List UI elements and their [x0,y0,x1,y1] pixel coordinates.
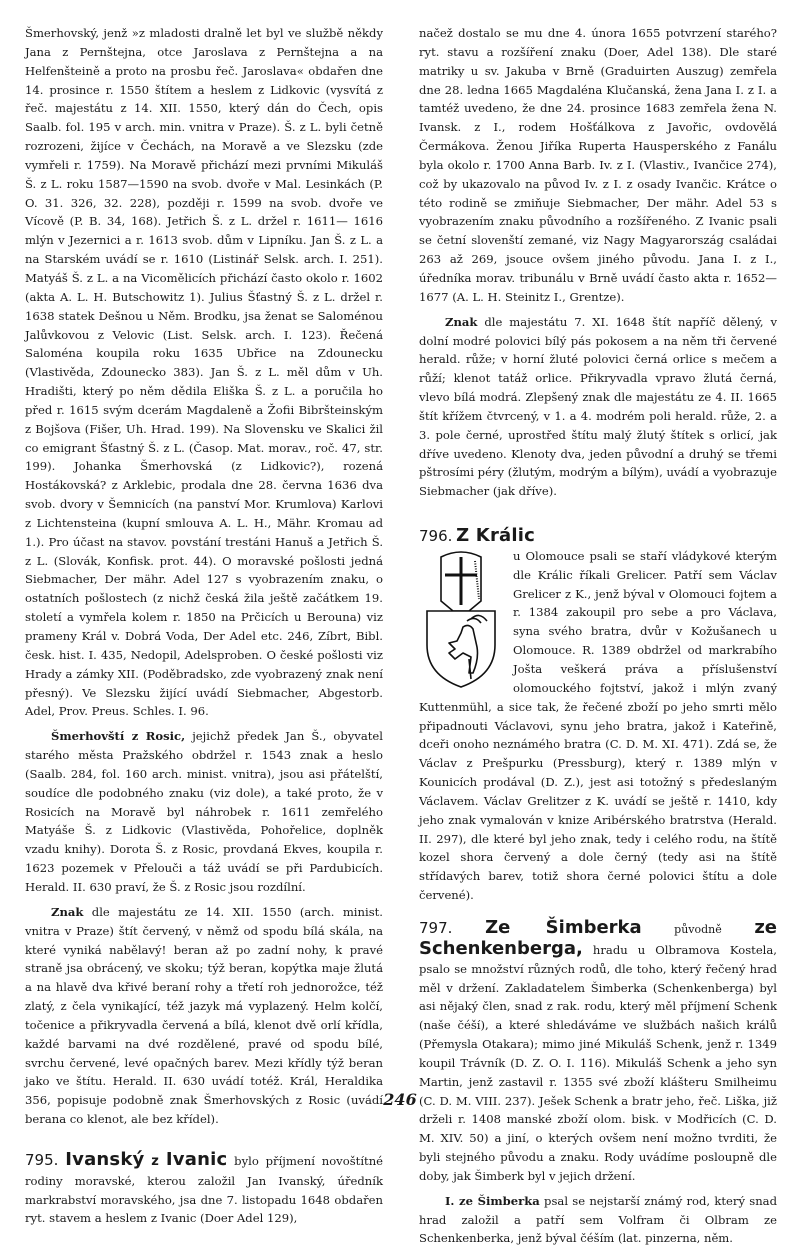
znak-heading: Znak [445,314,478,329]
entry-text: bylo příjmení novoštítné rodiny moravské, kterou založil Jan Ivanský, úředník markrabství moravského, jsa dne 7. listopadu 1648 obdařen ryt. stavem a heslem z Ivanic (Doer Adel 129), [25,1153,384,1226]
entry-795 [25,1148,384,1228]
entry-title-mid: původně [641,922,755,936]
left-column [25,24,383,1228]
entry-number: 796. [419,527,453,546]
subentry-heading: Šmerhovští z Rosic, [51,729,186,744]
entry-title: Ivanský [65,1148,145,1170]
entry-text: hradu u Olbramova Kostela, psalo se množství různých rodů, dle toho, který řečený hrad měl v držení. Zakladatelem Šimberka (Schenkenberga) byl asi nějaký člen, snad z rak. rodu, který měl příjmení Schenk (naše čéší), a které shledáváme ve službách našich králů (Přemysla Otakara); mimo jiné Mikuláš Schenk, jenž r. 1349 koupil Trávník (D. Z. O. I. 116). Mikuláš Schenk a jeho syn Martin, jenž zastavil r. 1355 své zboží klášteru Smilheimu (C. D. M. VIII. 237). Ješek Schenk a bratr jeho, řeč. Liška, již drželi r. 1408 manské zboží olom. bisk. v Modřicích (C. D. M. XIV. 50) a jiní, o kterých ovšem není možno tvrditi, že byli stejného původu a znaku. Rody uvádíme posloupně dle doby, jak Šimberk byl v jejich držení. [419,942,777,1183]
subentry-heading: I. ze Šimberka [445,1193,540,1208]
entry-title: Ze Šimberka [485,916,642,938]
entry-title: Z Králic [456,525,535,547]
paragraph-znak-ivansky [419,313,777,501]
right-column [419,24,777,1248]
paragraph-text: jejichž předek Jan Š., obyvatel starého města Pražského obdržel r. 1543 znak a heslo (Saalb. 284, fol. 160 arch. minist. vnitra), jsou asi přátelští, soudíce dle podobného znaku (viz dole), a také proto, že v Rosicích na Moravě byl náhrobek r. 1611 zemřelého Matyáše Š. z Lidkovic (Vlastivěda, Pohořelice, doplněk vzadu knihy). Dorota Š. z Rosic, provdaná Ekves, koupila r. 1623 pozemek v Přelouči a táž uvádí se při Pardubicích. Herald. II. 630 praví, že Š. z Rosic jsou rozdílní. [25,729,383,894]
coat-of-arms-icon [419,549,503,689]
paragraph-text: dle majestátu ze 14. XII. 1550 (arch. minist. vnitra v Praze) štít červený, v němž od spodu bílá skála, na které vyniká nabělavý! beran až po zadní nohy, k pravé straně jsa obrácený, ve skoku; týž beran, kopýtka maje žlutá a na hlavě dva křivé beraní rohy a třetí roh jednorožce, též zlatý, z čela vynikající, též jazyk má vyplazený. Helm kolčí, točenice a přikryvadla červená a bílá, klenot dvě orlí křídla, každé barvami na dvé rozdělené, pravé od spodu bílé, svrchu červené, levé opačných barev. Mezi křídly týž beran jako ve štítu. Herald. II. 630 uvádí totéž. Král, Heraldika 356, popisuje podobně znak Šmerhovských z Rosic (uvádí berana co klenot, ale bez křídel). [25,904,383,1127]
entry-title-2: ze Schenkenberga, [419,916,777,959]
entry-title-conj: z [151,1153,160,1169]
paragraph-ze-simberka [419,1192,777,1248]
entry-number: 795. [25,1150,59,1169]
paragraph-smerhovsky-lidkovic: Šmerhovský, jenž »z mladosti dralně let byl ve službě někdy Jana z Pernštejna, otce Jaroslava z Pernštejna a na Helfenšteině a proto na prosbu řeč. Jaroslava« obdařen dne 14. prosince r. 1550 štítem a heslem z Lidkovic (vysvítá z řeč. majestátu z 14. XII. 1550, který dán do Čech, opis Saalb. fol. 195 v arch. min. vnitra v Praze). Š. z L. byli četně rozrozeni, žijíce v Čechách, na Moravě a ve Slezsku (zde vymřeli r. 1759). Na Moravě přichází mezi prvními Mikuláš Š. z L. roku 1587—1590 na svob. dvoře v Mal. Lesinkách (P. O. 31. 326, 32. 228), později r. 1599 na svob. dvoře ve Vícově (P. B. 34, 168). Jetřich Š. z L. držel r. 1611— 1616 mlýn v Jezernici a r. 1613 svob. dům v Lipníku. Jan Š. z L. a na Starském uvádí se r. 1610 (Listinář Selsk. arch. I. 251). Matyáš Š. z L. a na Vicomělicích přichází často okolo r. 1602 (akta A. L. H. Butschowitz 1). Julius Šťastný Š. z L. držel r. 1638 statek Dešnou u Něm. Brodku, jsa ženat se Saloménou Jalůvkovou z Velovic (List. Selsk. arch. I. 123). Řečená Saloména koupila roku 1635 Ubřice na Zdounecku (Vlastivěda, Zdounecko 383). Jan Š. z L. měl dům v Uh. Hradišti, který po něm dědila Eliška Š. z L. a poručila ho před r. 1615 svým dcerám Magdaleně a Žofii Bibršteinským z Bojšova (Fišer, Uh. Hrad. 199). Na Slovensku ve Skalici žil co emigrant Šťastný Š. z L. (Časop. Mat. morav., roč. 47, str. 199). Johanka Šmerhovská (z Lidkovic?), rozená Hostákovská? z Arklebic, prodala dne 28. června 1636 dva svob. dvory v Šemnicích (na panství Mor. Krumlova) Karlovi z Lichtensteina (kupní smlouva A. L. H., Mähr. Kromau ad 1.). Pro účast na stavov. povstání trestáni Hanuš a Jetřich Š. z L. (Slovák, Konfisk. prot. 44). O moravské pošlosti jedná Siebmacher, Der mähr. Adel 127 s vyobrazením znaku, o ostatních pošlostech (z nichž česká žila ještě začátkem 19. století a vymřela kolem r. 1850 na Prčicích u Berouna) viz prameny Král v. Dobrá Voda, Der Adel etc. 246, Zíbrt, Bibl. česk. hist. I. 435, Nedopil, Adelsproben. O české pošlosti viz Hrady a zámky XII. (Poděbradsko, zde vyobrazený znak není přesný). Ve Slezsku žijící uvádí Siebmacher, Abgestorb. Adel, Prov. Preus. Schles. I. 96. [25,26,383,719]
coat-of-arms-image [419,549,503,689]
entry-number: 797. [419,918,453,937]
page-number: 246 [383,1090,417,1109]
znak-heading: Znak [51,904,84,919]
entry-797 [419,916,777,1186]
paragraph-text: dle majestátu 7. XI. 1648 štít napříč dělený, v dolní modré polovici bílý pás pokosem a na něm tři červené herald. růže; v horní žluté polovici černá orlice s mečem a růží; klenot tatáž orlice. Přikryvadla vpravo žlutá černá, vlevo bílá modrá. Zlepšený znak dle majestátu ze 4. II. 1665 štít křížem čtvrcený, v 1. a 4. modrém poli herald. růže, 2. a 3. pole černé, uprostřed štítu malý žlutý štítek s orlicí, jak dříve uvedeno. Klenoty dva, jeden původní a druhý se třemi pštrosími péry (žlutým, modrým a bílým), uvádí a vyobrazuje Siebmacher (jak dříve). [419,314,777,499]
paragraph-text: psal se nejstarší známý rod, který snad hrad založil a patří sem Volfram či Olbram ze Schenkenberka, jenž býval čéším (lat. pinzerna, něm. [419,1193,777,1246]
paragraph-smerhovsti-rosic [25,727,383,897]
entry-title-2: Ivanic [165,1148,228,1170]
entry-796 [419,527,777,905]
paragraph-ivansky-continued: načež dostalo se mu dne 4. února 1655 potvrzení starého? ryt. stavu a rozšíření znaku (Doer, Adel 138). Dle staré matriky u sv. Jakuba v Brně (Graduirten Auszug) zemřela dne 28. ledna 1665 Magdaléna Klučanská, žena Jana I. z I. a tamtéž uvedeno, že dne 24. prosince 1683 zemřela žena N. Ivansk. z I., rodem Hošťálkova z Javořic, ovdovělá Čermákova. Ženou Jiříka Ruperta Hausperského z Fanálu byla okolo r. 1700 Anna Barb. Iv. z I. (Vlastiv., Ivančice 274), což by ukazovalo na původ Iv. z I. z osady Ivančic. Krátce o této rodině se zmiňuje Siebmacher, Der mähr. Adel 53 s vyobrazením znaku původního a rozšířeného. Z Ivanic psali se četní slovenští zemané, viz Nagy Magyarország családai 263 až 269, jsouce ovšem jiného původu. Jana I. z I., úředníka morav. tribunálu v Brně uvádí často akta r. 1652—1677 (A. L. H. Steinitz I., Grentze). [419,26,777,304]
entry-text: u Olomouce psali se staří vládykové kterým dle Králic říkali Grelicer. Patří sem Václav Grelicer z K., jenž býval v Olomouci fojtem a r. 1384 zakoupil pro sebe a pro Václava, syna svého bratra, dvůr v Kožušanech u Olomouce. R. 1389 obdržel od markrabího Jošta veškerá práva a příslušenství olomouckého fojtství, jakož i mlýn zvaný Kuttenmühl, a sice tak, že řečené zboží po jeho smrti mělo připadnouti Václavovi, synu jeho bratra, jakož i Kateřině, dceři onoho neznámého bratra (C. D. M. XI. 471). Zdá se, že Václav z Prešpurku (Pressburg), který r. 1389 mlýn v Kounicích prodával (D. Z.), jest asi totožný s předeslaným Václavem. Václav Grelitzer z K. uvádí se ještě r. 1410, kdy jeho znak vymalován v knize Aribérského bratrstva (Herald. II. 297), dle které byl jeho znak, tedy i celého rodu, na štítě kozel shora červený a dole černý (tedy asi na štítě střídavých barev, totiž shora černé polovici štítu a dole červené). [419,548,777,903]
